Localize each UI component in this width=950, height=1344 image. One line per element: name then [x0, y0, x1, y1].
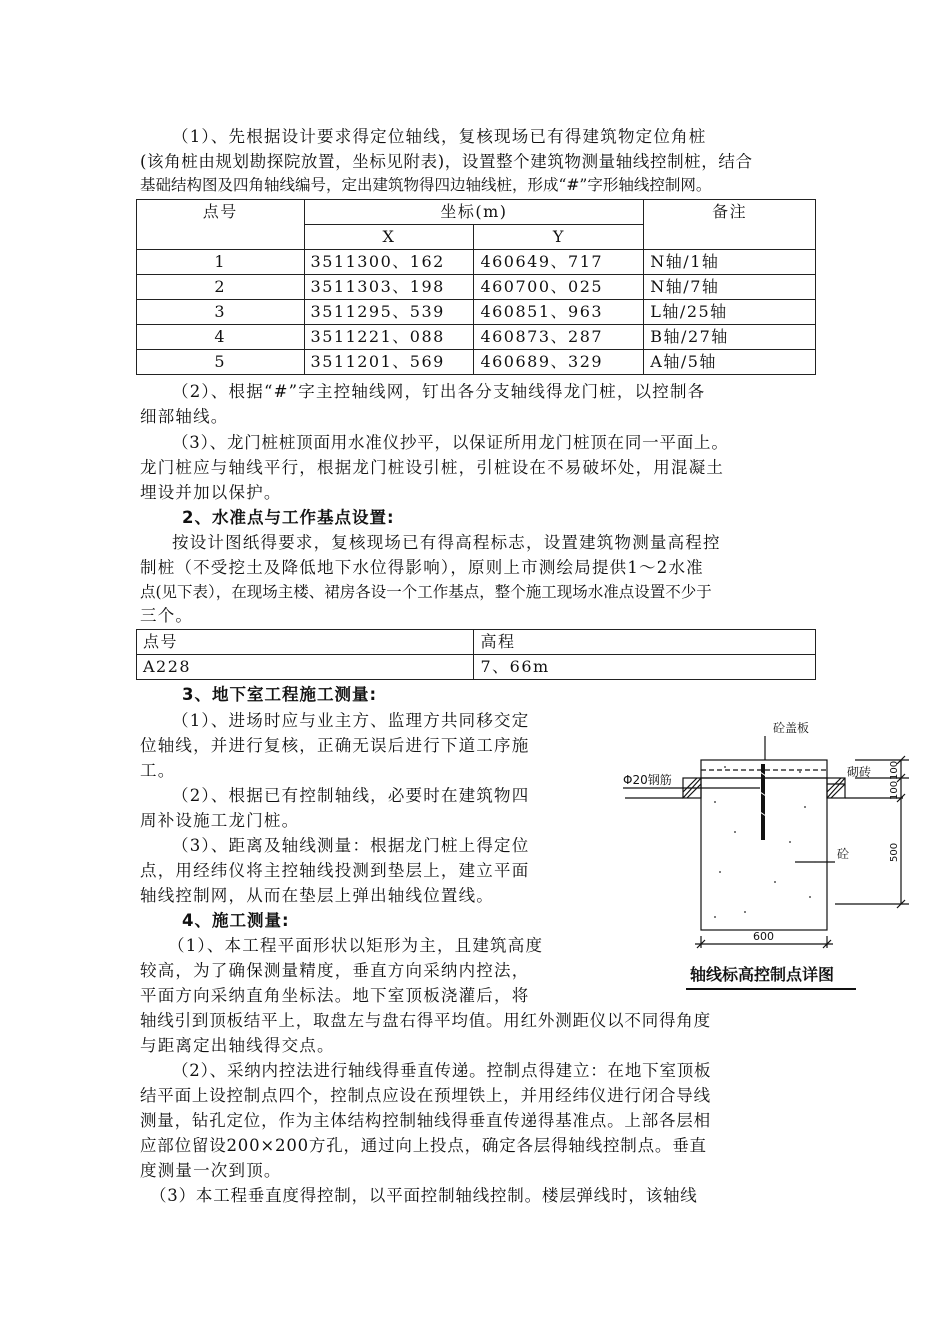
cell-point: 3	[137, 300, 305, 325]
cell-x: 3511221、088	[304, 325, 474, 350]
header-point: 点号	[137, 630, 474, 655]
section2-line-3: 点(见下表），在现场主楼、裙房各设一个工作基点，整个施工现场水准点设置不少于	[140, 583, 712, 601]
cell-point: 4	[137, 325, 305, 350]
dim-label-500: 500	[889, 842, 900, 862]
intro-line-3: 基础结构图及四角轴线编号，定出建筑物得四边轴线桩，形成“#”字形轴线控制网。	[140, 176, 712, 194]
section3-p3-line-1: （3）、距离及轴线测量：根据龙门桩上得定位	[172, 836, 530, 855]
cell-point: 2	[137, 275, 305, 300]
para3-line-3: 埋设并加以保护。	[140, 483, 282, 502]
section3-p3-line-2: 点，用经纬仪将主控轴线投测到垫层上，建立平面	[140, 861, 530, 880]
section2-line-1: 按设计图纸得要求，复核现场已有得高程标志，设置建筑物测量高程控	[172, 533, 721, 552]
section3-p1-line-1: （1）、进场时应与业主方、监理方共同移交定	[172, 711, 530, 730]
table-row	[137, 300, 816, 325]
label-cover-slab: 砼盖板	[773, 721, 810, 735]
section4-p1-line-4: 轴线引到顶板结平上，取盘左与盘右得平均值。用红外测距仪以不同得角度	[140, 1011, 711, 1030]
section4-p2-line-3: 测量，钻孔定位，作为主体结构控制轴线得垂直传递得基准点。上部各层相	[140, 1111, 711, 1130]
cell-note: B轴/27轴	[644, 325, 816, 350]
cell-y: 460649、717	[474, 250, 644, 275]
header-coord: 坐标(m)	[304, 200, 644, 225]
cell-note: A轴/5轴	[644, 350, 816, 375]
dim-label-600: 600	[753, 930, 774, 943]
section3-p1-line-2: 位轴线，并进行复核，正确无误后进行下道工序施	[140, 736, 530, 755]
cell-point: 1	[137, 250, 305, 275]
section4-p2-line-4: 应部位留设200×200方孔，通过向上投点，确定各层得轴线控制点。垂直	[140, 1136, 707, 1155]
cell-point: 5	[137, 350, 305, 375]
intro-line-1: （1）、先根据设计要求得定位轴线，复核现场已有得建筑物定位角桩	[172, 127, 707, 146]
table-row	[137, 655, 816, 680]
section4-p2-line-2: 结平面上设控制点四个，控制点应设在预埋铁上，并用经纬仪进行闭合导线	[140, 1086, 711, 1105]
section3-p3-line-3: 轴线控制网，从而在垫层上弹出轴线位置线。	[140, 886, 494, 905]
header-elevation: 高程	[474, 630, 816, 655]
coordinate-table	[136, 199, 816, 375]
table-row	[137, 250, 816, 275]
cell-x: 3511201、569	[304, 350, 474, 375]
label-rebar: Φ20钢筋	[623, 773, 672, 787]
cell-x: 3511295、539	[304, 300, 474, 325]
section4-p1-line-3: 平面方向采纳直角坐标法。地下室顶板浇灌后，将	[140, 986, 530, 1005]
cell-note: N轴/1轴	[644, 250, 816, 275]
intro-line-2: (该角桩由规划勘探院放置，坐标见附表)，设置整个建筑物测量轴线控制桩，结合	[140, 152, 753, 171]
table-row	[137, 350, 816, 375]
section3-p2-line-2: 周补设施工龙门桩。	[140, 811, 300, 830]
cell-y: 460689、329	[474, 350, 644, 375]
section4-p2-line-1: （2）、采纳内控法进行轴线得垂直传递。控制点得建立：在地下室顶板	[172, 1061, 712, 1080]
section3-p1-line-3: 工。	[140, 761, 176, 780]
para3-line-2: 龙门桩应与轴线平行，根据龙门桩设引桩，引桩设在不易破坏处，用混凝土	[140, 458, 725, 477]
header-point: 点号	[137, 200, 305, 250]
label-concrete: 砼	[837, 847, 850, 861]
para2-line-2: 细部轴线。	[140, 407, 229, 426]
cell-y: 460851、963	[474, 300, 644, 325]
figure-title: 轴线标高控制点详图	[690, 965, 835, 984]
cell-elevation: 7、66m	[474, 655, 816, 680]
section4-p1-line-1: （1）、本工程平面形状以矩形为主，且建筑高度	[168, 936, 544, 955]
figure-title-underline	[686, 988, 856, 990]
label-brick: 砌砖	[847, 765, 872, 779]
table-row	[137, 275, 816, 300]
cell-point: A228	[137, 655, 474, 680]
cell-y: 460700、025	[474, 275, 644, 300]
cell-note: N轴/7轴	[644, 275, 816, 300]
coordinate-table-header	[137, 200, 816, 225]
dim-label-100-top: 100	[889, 760, 900, 780]
para3-line-1: （3）、龙门桩桩顶面用水准仪抄平，以保证所用龙门桩顶在同一平面上。	[172, 433, 729, 452]
section4-p2-line-5: 度测量一次到顶。	[140, 1161, 282, 1180]
section4-p1-line-5: 与距离定出轴线得交点。	[140, 1036, 335, 1055]
cell-x: 3511303、198	[304, 275, 474, 300]
level-table	[136, 629, 816, 680]
section3-p2-line-1: （2）、根据已有控制轴线，必要时在建筑物四	[172, 786, 530, 805]
header-y: Y	[474, 225, 644, 250]
section2-line-4: 三个。	[140, 606, 194, 625]
section4-heading: 4、施工测量:	[182, 911, 290, 930]
cell-x: 3511300、162	[304, 250, 474, 275]
dim-label-100-bottom: 100	[889, 780, 900, 800]
header-note: 备注	[644, 200, 816, 250]
section3-heading: 3、地下室工程施工测量:	[182, 685, 378, 704]
cell-note: L轴/25轴	[644, 300, 816, 325]
section4-p1-line-2: 较高，为了确保测量精度，垂直方向采纳内控法，	[140, 961, 530, 980]
section2-line-2: 制桩（不受挖土及降低地下水位得影响），原则上市测绘局提供1～2水准	[140, 558, 704, 577]
section2-heading: 2、水准点与工作基点设置:	[182, 508, 395, 527]
level-table-header	[137, 630, 816, 655]
section4-p3-line-1: （3）本工程垂直度得控制，以平面控制轴线控制。楼层弹线时，该轴线	[150, 1186, 698, 1205]
control-point-detail-drawing	[615, 712, 915, 1002]
cell-y: 460873、287	[474, 325, 644, 350]
table-row	[137, 325, 816, 350]
para2-line-1: （2）、根据“#”字主控轴线网，钉出各分支轴线得龙门桩，以控制各	[172, 382, 706, 401]
header-x: X	[304, 225, 474, 250]
